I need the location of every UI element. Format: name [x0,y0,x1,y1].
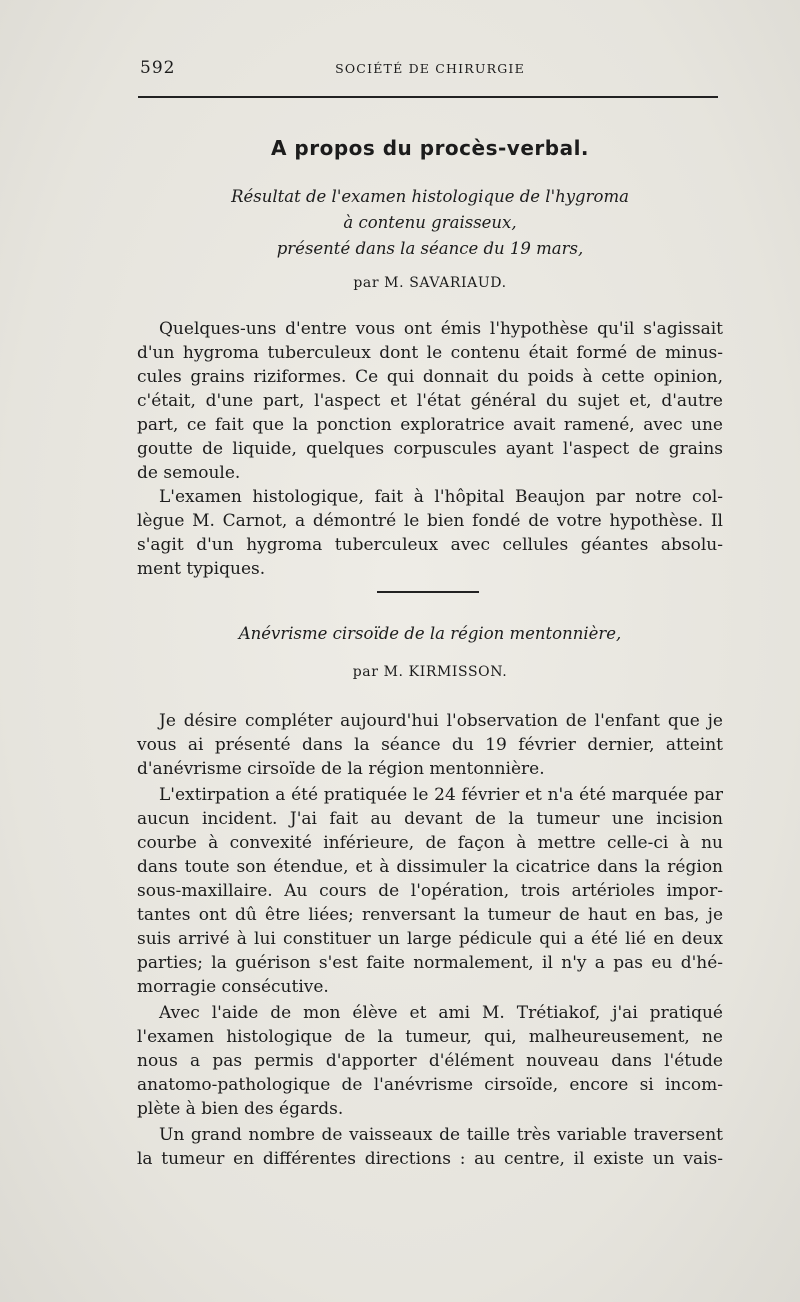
page-number: 592 [140,58,176,78]
page-header [140,58,720,84]
text-line: L'examen histologique, fait à l'hôpital Beaujon par notre col- [159,487,723,507]
text-line: la tumeur en différentes directions : au centre, il existe un vais- [137,1149,723,1169]
text-line: nous a pas permis d'apporter d'élément nouveau dans l'étude [137,1051,723,1071]
text-line: Quelques-uns d'entre vous ont émis l'hypothèse qu'il s'agissait [159,319,723,339]
text-line: Un grand nombre de vaisseaux de taille très variable traversent [159,1125,723,1145]
author-byline: par M. SAVARIAUD. [353,275,507,291]
text-line: vous ai présenté dans la séance du 19 février dernier, atteint [137,735,723,755]
text-line: d'anévrisme cirsoïde de la région mentonnière. [137,759,545,779]
text-line: tantes ont dû être liées; renversant la tumeur de haut en bas, je [137,905,723,925]
text-line: s'agit d'un hygroma tuberculeux avec cellules géantes absolu- [137,535,723,555]
running-title: SOCIÉTÉ DE CHIRURGIE [335,61,525,76]
text-line: goutte de liquide, quelques corpuscules ayant l'aspect de grains [137,439,723,459]
text-line: l'examen histologique de la tumeur, qui, malheureusement, ne [137,1027,723,1047]
text-line: plète à bien des égards. [137,1099,344,1119]
text-line: lègue M. Carnot, a démontré le bien fondé de votre hypothèse. Il [137,511,723,531]
text-line: cules grains riziformes. Ce qui donnait du poids à cette opinion, [137,367,723,387]
text-line: anatomo-pathologique de l'anévrisme cirsoïde, encore si incom- [137,1075,723,1095]
text-line: Avec l'aide de mon élève et ami M. Trétiakof, j'ai pratiqué [159,1003,723,1023]
text-line: L'extirpation a été pratiquée le 24 février et n'a été marquée par [159,785,723,805]
author-byline: par M. KIRMISSON. [352,664,508,680]
section-separator [377,591,479,593]
text-line: de semoule. [137,463,241,483]
text-line: parties; la guérison s'est faite normalement, il n'y a pas eu d'hé- [137,953,723,973]
text-line: part, ce fait que la ponction exploratrice avait ramené, avec une [137,415,723,435]
text-line: dans toute son étendue, et à dissimuler la cicatrice dans la région [137,857,723,877]
text-line: suis arrivé à lui constituer un large pédicule qui a été lié en deux [137,929,723,949]
text-line: morragie consécutive. [137,977,329,997]
text-line: Je désire compléter aujourd'hui l'observation de l'enfant que je [159,711,723,731]
text-line: ment typiques. [137,559,266,579]
text-line: sous-maxillaire. Au cours de l'opération, trois artérioles impor- [137,881,723,901]
text-line: aucun incident. J'ai fait au devant de la tumeur une incision [137,809,723,829]
header-rule [138,96,718,98]
section-subtitle: Anévrisme cirsoïde de la région mentonnière, [238,624,622,643]
text-line: courbe à convexité inférieure, de façon à mettre celle-ci à nu [137,833,723,853]
text-line: d'un hygroma tuberculeux dont le contenu était formé de minus- [137,343,723,363]
section-subtitle-line: présenté dans la séance du 19 mars, [276,239,584,258]
section-subtitle-line: Résultat de l'examen histologique de l'hygroma [231,187,629,206]
section-subtitle-line: à contenu graisseux, [343,213,517,232]
text-line: c'était, d'une part, l'aspect et l'état général du sujet et, d'autre [137,391,723,411]
section-title: A propos du procès-verbal. [270,136,590,160]
